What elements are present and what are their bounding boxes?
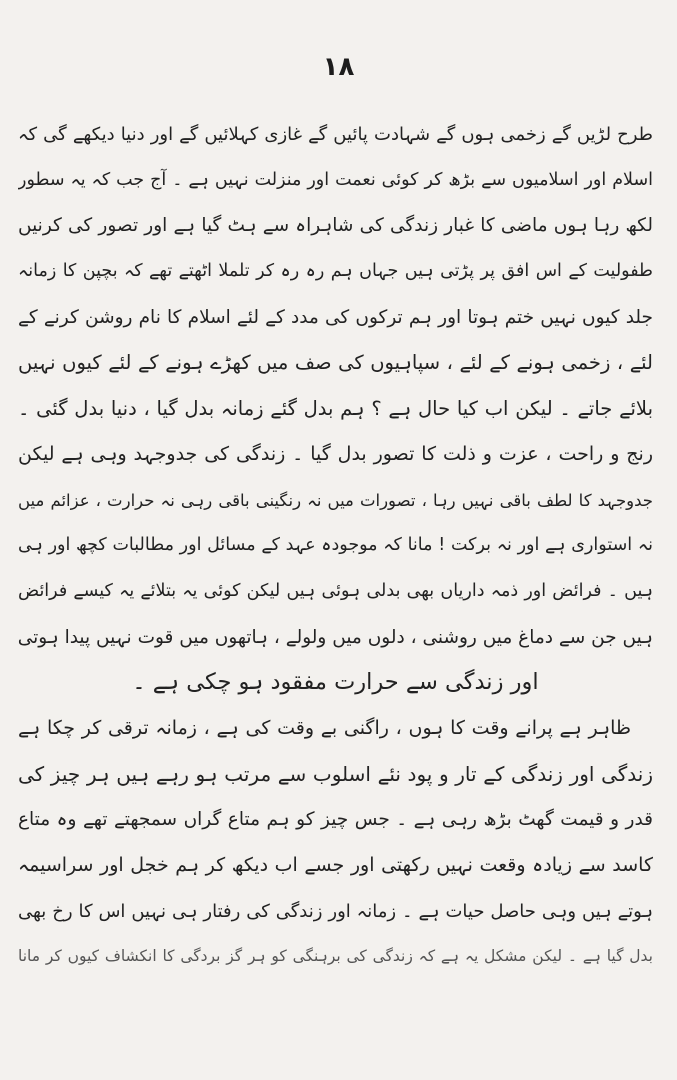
- text-line: بدل گیا ہے ۔ لیکن مشکل یہ ہے کہ زندگی کی برہنگی کو ہر گز بردگی کا انکشاف کیوں کر مانا: [18, 947, 653, 966]
- text-line: جدوجہد کا لطف باقی نہیں رہا ، تصورات میں نہ رنگینی باقی رہی نہ حرارت ، عزائم میں: [18, 490, 653, 510]
- text-line: قدر و قیمت گھٹ بڑھ رہی ہے ۔ جس چیز کو ہم متاع گراں سمجھتے تھے وہ متاع: [18, 809, 653, 831]
- text-line: رنج و راحت ، عزت و ذلت کا تصور بدل گیا ۔ زندگی کی جدوجہد وہی ہے لیکن: [18, 442, 653, 465]
- text-line: لئے ، زخمی ہونے کے لئے ، سپاہیوں کی صف میں کھڑے ہونے کے لئے کیوں نہیں: [18, 351, 653, 375]
- text-line: ہیں جن سے دماغ میں روشنی ، دلوں میں ولولے ، ہاتھوں میں قوت نہیں پیدا ہوتی: [18, 626, 653, 648]
- text-line: ہوتے ہیں وہی حاصل حیات ہے ۔ زمانہ اور زندگی کی رفتار ہی نہیں اس کا رخ بھی: [18, 900, 653, 922]
- page-number: ۱۸: [322, 52, 355, 82]
- text-line: جلد کیوں نہیں ختم ہوتا اور ہم ترکوں کی مدد کے لئے اسلام کا نام روشن کرنے کے: [18, 306, 653, 328]
- body-text: [18, 112, 653, 980]
- text-line: کاسد سے زیادہ وقعت نہیں رکھتی اور جسے اب دیکھ کر ہم خجل اور سراسیمہ: [18, 854, 653, 876]
- text-line: طرح لڑیں گے زخمی ہوں گے شہادت پائیں گے غازی کہلائیں گے اور دنیا دیکھے گی کہ: [18, 124, 653, 145]
- text-line-paragraph-end: اور زندگی سے حرارت مفقود ہو چکی ہے ۔: [132, 669, 539, 696]
- text-line: زندگی اور زندگی کے تار و پود نئے اسلوب سے مرتب ہو رہے ہیں ہر چیز کی: [18, 761, 653, 786]
- text-line: طفولیت کے اس افق پر پڑتی ہیں جہاں ہم رہ رہ کر تلملا اٹھتے تھے کہ بچپن کا زمانہ: [18, 261, 653, 282]
- text-line: ہیں ۔ فرائض اور ذمہ داریاں بھی بدلی ہوئی ہیں لیکن کوئی یہ بتلائے یہ کیسے فرائض: [18, 580, 653, 601]
- text-line: بلائے جاتے ۔ لیکن اب کیا حال ہے ؟ ہم بدل گئے زمانہ بدل گیا ، دنیا بدل گئی ۔: [18, 397, 653, 421]
- text-line: لکھ رہا ہوں ماضی کا غبار زندگی کی شاہراہ سے ہٹ گیا ہے اور تصور کی کرنیں: [18, 215, 653, 237]
- text-line: اسلام اور اسلامیوں سے بڑھ کر کوئی نعمت اور منزلت نہیں ہے ۔ آج جب کہ یہ سطور: [18, 169, 653, 190]
- text-line-paragraph-start: ظاہر ہے پرانے وقت کا ہوں ، راگنی بے وقت کی ہے ، زمانہ ترقی کر چکا ہے: [18, 716, 631, 739]
- text-line: نہ استواری ہے اور نہ برکت ! مانا کہ موجودہ عہد کے مسائل اور مطالبات کچھ اور ہی: [18, 535, 653, 556]
